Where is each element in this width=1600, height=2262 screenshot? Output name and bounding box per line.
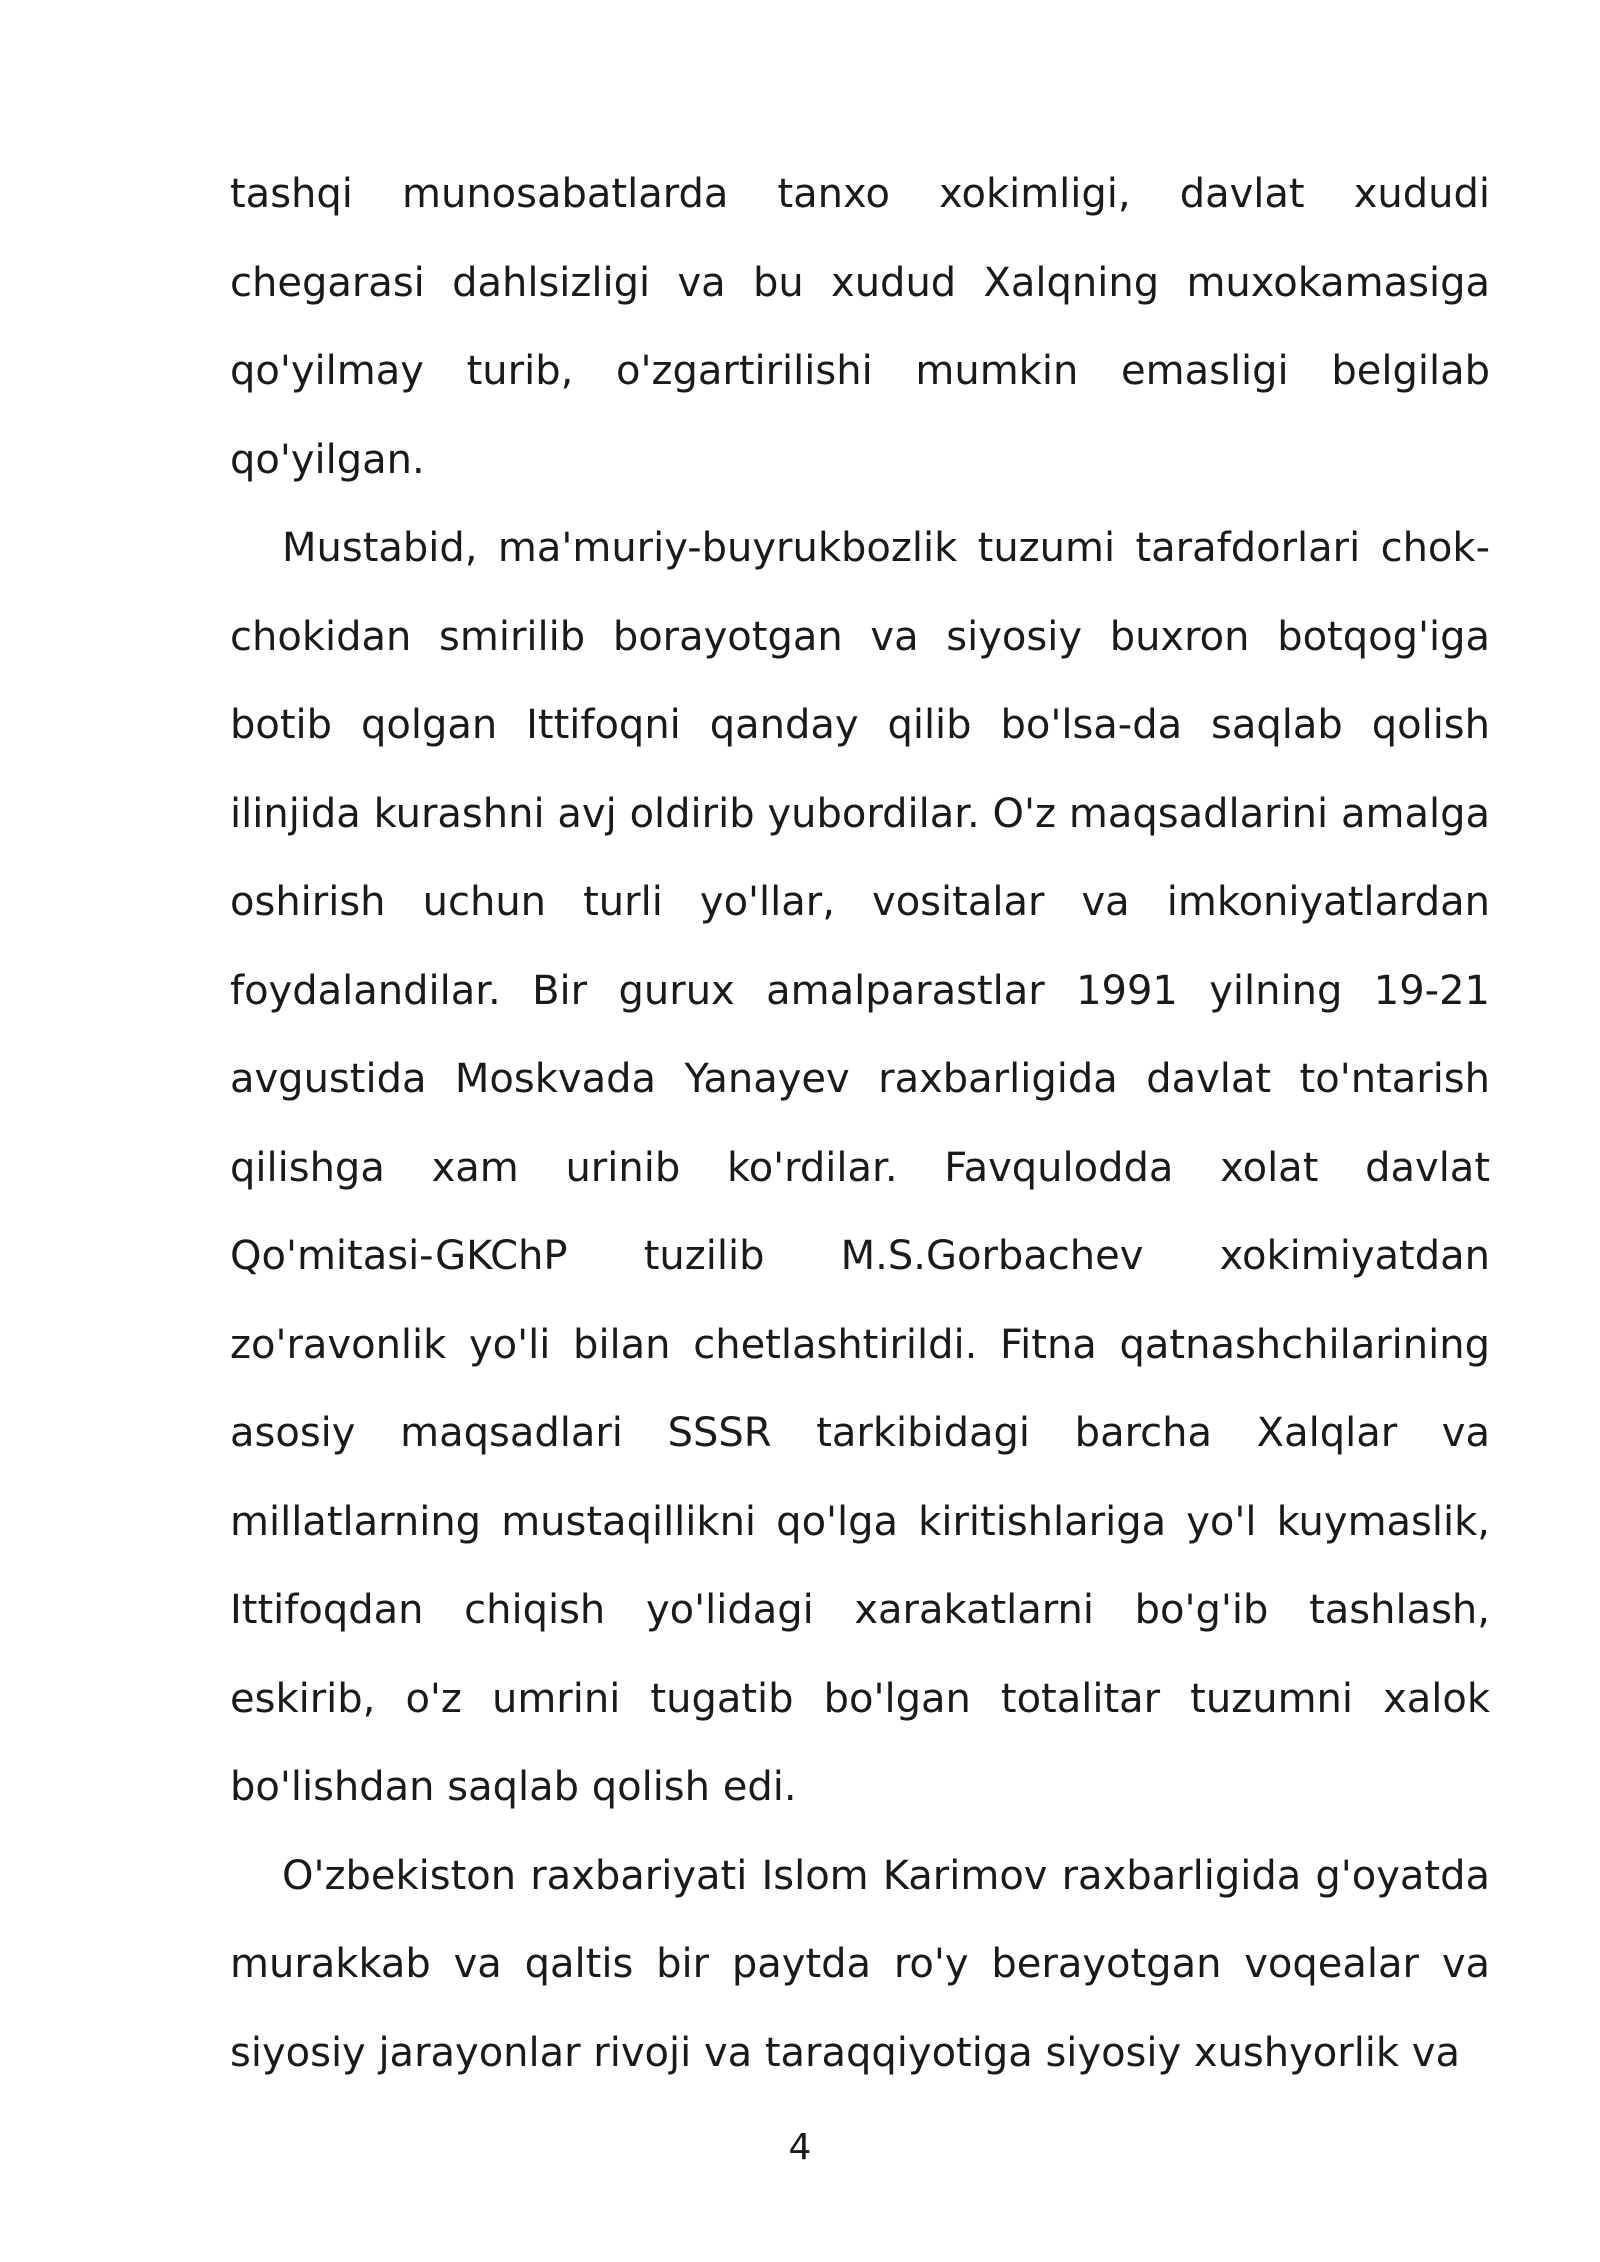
- paragraph-continuation: tashqi munosabatlarda tanxo xokimligi, davlat xududi chegarasi dahlsizligi va bu xudud Xalqning muxokamasiga qo'yilmay turib, o'zgartirilishi mumkin emasligi belgilab qo'yilgan.: [230, 171, 1490, 483]
- page-body: [230, 150, 1490, 2097]
- paragraph-mustabid: Mustabid, ma'muriy-buyrukbozlik tuzumi tarafdorlari chok-chokidan smirilib borayotgan va siyosiy buxron botqog'iga botib qolgan Ittifoqni qanday qilib bo'lsa-da saqlab qolish ilinjida kurashni avj oldirib yubordilar. O'z maqsadlarini amalga oshirish uchun turli yo'llar, vositalar va imkoniyatlardan foydalandilar. Bir gurux amalparastlar 1991 yilning 19-21 avgustida Moskvada Yanayev raxbarligida davlat to'ntarish qilishga xam urinib ko'rdilar. Favqulodda xolat davlat Qo'mitasi-GKChP tuzilib M.S.Gorbachev xokimiyatdan zo'ravonlik yo'li bilan chetlashtirildi. Fitna qatnashchilarining asosiy maqsadlari SSSR tarkibidagi barcha Xalqlar va millatlarning mustaqillikni qo'lga kiritishlariga yo'l kuymaslik, Ittifoqdan chiqish yo'lidagi xarakatlarni bo'g'ib tashlash, eskirib, o'z umrini tugatib bo'lgan totalitar tuzumni xalok bo'lishdan saqlab qolish edi.: [230, 525, 1490, 1810]
- page-number: 4: [788, 2127, 812, 2168]
- paragraph-uzbekistan: O'zbekiston raxbariyati Islom Karimov raxbarligida g'oyatda murakkab va qaltis bir paytda ro'y berayotgan voqealar va siyosiy jarayonlar rivoji va taraqqiyotiga siyosiy xushyorlik va: [230, 1852, 1490, 2076]
